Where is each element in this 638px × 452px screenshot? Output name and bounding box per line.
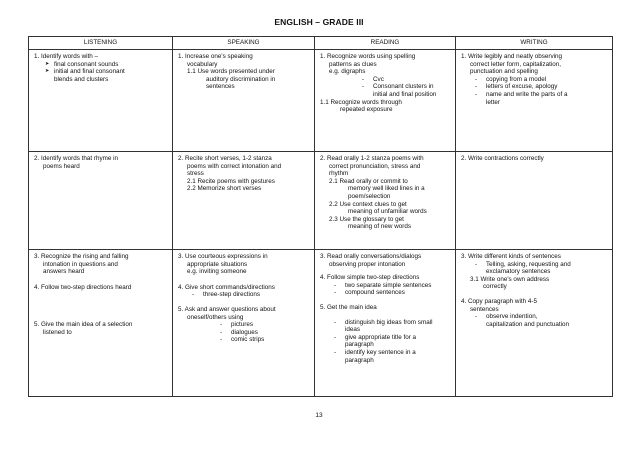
cell-speaking: 3. Use courteous expressions in appropriate situations e.g. inviting someone 4. Give short commands/directions - three-step directions 5. Ask and answer questions about oneself/others using - pictures - dialogues - comic strips (173, 250, 315, 397)
header-speaking: SPEAKING (173, 37, 315, 50)
cell-listening: 1. Identify words with – ➤ final consonant sounds ➤ initial and final consonant blends and clusters (29, 50, 173, 152)
table-row (29, 250, 613, 397)
page-title: ENGLISH – GRADE III (274, 17, 364, 27)
cell-speaking: 2. Recite short verses, 1-2 stanza poems with correct intonation and stress 2.1 Recite poems with gestures 2.2 Memorize short verses (173, 152, 315, 250)
header-writing: WRITING (456, 37, 613, 50)
header-reading: READING (315, 37, 456, 50)
header-row (29, 37, 613, 50)
cell-writing: 3. Write different kinds of sentences - Telling, asking, requesting and exclamatory sentences 3.1 Write one's own address correctly 4. Copy paragraph with 4-5 sentences - observe indention, capitalization and punctuation (456, 250, 613, 397)
cell-reading: 2. Read orally 1-2 stanza poems with correct pronunciation, stress and rhythm 2.1 Read orally or commit to memory well liked lines in a poem/selection 2.2 Use context clues to get meaning of unfamiliar words 2.3 Use the glossary to get meaning of new words (315, 152, 456, 250)
table-row (29, 50, 613, 152)
header-listening: LISTENING (29, 37, 173, 50)
table-row (29, 152, 613, 250)
cell-listening: 3. Recognize the rising and falling intonation in questions and answers heard 4. Follow two-step directions heard 5. Give the main idea of a selection listened to (29, 250, 173, 397)
curriculum-table (28, 36, 613, 397)
cell-speaking: 1. Increase one's speaking vocabulary 1.1 Use words presented under auditory discrimination in sentences (173, 50, 315, 152)
page-number: 13 (315, 412, 323, 419)
cell-reading: 3. Read orally conversations/dialogs observing proper intonation 4. Follow simple two-step directions - two separate simple sentences - compound sentences 5. Get the main idea - distinguish big ideas from small ideas - give appropriate title for a paragraph - identify key sentence in a paragraph (315, 250, 456, 397)
cell-reading: 1. Recognize words using spelling patterns as clues e.g. digraphs - Cvc - Consonant clusters in initial and final position 1.1 Recognize words through repeated exposure (315, 50, 456, 152)
cell-writing: 2. Write contractions correctly (456, 152, 613, 250)
cell-listening: 2. Identify words that rhyme in poems heard (29, 152, 173, 250)
arrow-bullet-icon: ➤ (45, 60, 50, 67)
arrow-bullet-icon: ➤ (45, 68, 50, 75)
cell-writing: 1. Write legibly and neatly observing correct letter form, capitalization, punctuation and spelling - copying from a model - letters of excuse, apology - name and write the parts of a letter (456, 50, 613, 152)
